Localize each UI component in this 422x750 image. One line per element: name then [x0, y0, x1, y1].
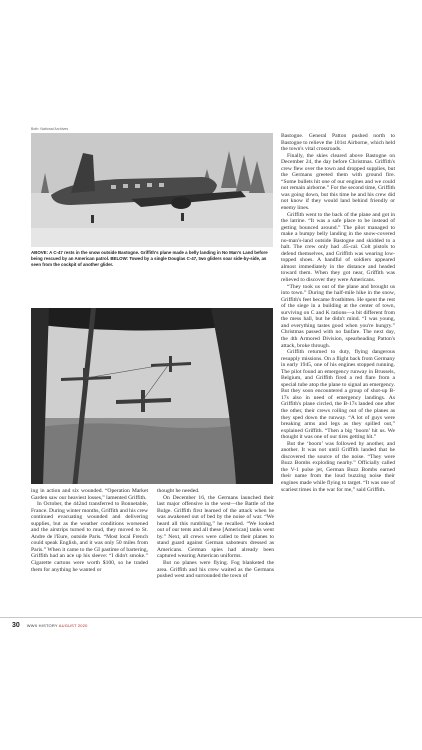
paragraph: Bastogne. General Patton pushed north to Bastogne to relieve the 101st Airborne, which held the town's vital crossroads.: [281, 133, 395, 153]
c47-snow-photo: [31, 133, 273, 247]
top-margin: [0, 0, 422, 124]
photo-credit: Both: National Archives: [31, 127, 69, 131]
issue-date: AUGUST 2020: [58, 623, 88, 628]
bottom-margin: [0, 640, 422, 750]
page-footer: [12, 622, 88, 632]
magazine-title: WWII HISTORY: [26, 623, 58, 628]
paragraph: But no planes were flying. Fog blanketed the area. Griffith and his crew waited as the Germans pushed west and surrounded the town of: [157, 560, 274, 580]
article-column-3: [281, 133, 395, 493]
paragraph: thought he needed.: [157, 488, 200, 494]
paragraph: Griffith returned to duty, flying dangerous resupply missions. On a flight back from Germany in early 1945, one of his engines stopped running. The pilot found an emergency runway in Brussels, Belgium, and Griffith fired a red flare from a special tube atop the plane to signal an emergency. But they soon encountered a group of shot-up B-17s also in need of emergency landings. As Griffith's plane circled, the B-17s landed one after the other, their crews rolling out of the planes as they sped down the runway. “A lot of guys were breaking arms and legs as they spilled out,” explained Griffith. “Then a big ‘boom’ hit us. We thought it was one of our tires getting hit.”: [281, 349, 395, 441]
article-column-1: [31, 488, 148, 573]
paragraph: In October, the 442nd transferred to Bonnetable, France. During winter months, Griffith and his crew continued evacuating wounded and delivering supplies, but as the weather conditions worsened and the airstrips turned to mud, they moved to St. Andre de l'Eure, outside Paris. “Most local French could speak English, and it was only 50 miles from Paris.” When it came to the GI pastime of bartering, Griffith had an ace up his sleeve: “I didn't smoke.” Cigarette cartons were worth $100, so he traded them for anything he wanted or: [31, 501, 148, 573]
article-column-2: [157, 488, 274, 580]
paragraph: ing in action and six wounded. “Operation Market Garden saw our heaviest losses,” lamented Griffith.: [31, 488, 148, 501]
magazine-name: [27, 623, 88, 628]
footer-divider: [0, 617, 422, 618]
paragraph: But the ‘boom’ was followed by another, and another. It was not until Griffith landed that he discovered the source of the noise. “They were Buzz Bombs exploding nearby.” Officially called the V-1 pulse jet, German Buzz Bombs earned their name from the loud buzzing noise their engines made while flying to target. “It was one of scariest times in the war for me,” said Griffith.: [281, 440, 395, 493]
paragraph: “They took us out of the plane and brought us into town.” During the half-mile hike in the snow, Griffith's feet became frostbitten. He spent the rest of the siege in a building at the center of town, surviving on C and K rations—a bit different from the mess hall, but he didn't mind. “I was young, and everything tastes good when you're hungry.” Christmas passed with no fanfare. The next day, the 4th Armored Division, spearheading Patton's attack, broke through.: [281, 283, 395, 349]
paragraph: On December 16, the Germans launched their last major offensive in the west—the Battle of the Bulge. Griffith first learned of the attack when he was awakened out of bed by the noise of war. “We heard all this rumbling,” he recalled. “We looked out of our tents and all these [American] tanks went by.” Next, all crews were called to their planes to stand guard against German saboteurs dressed as Americans. German spies had already been captured wearing American uniforms.: [157, 494, 274, 560]
paragraph: Griffith went to the back of the plane and got in the latrine. “It was a safe place to be instead of getting bounced around.” The pilot managed to make a bumpy belly landing in the snow-covered no-man's-land outside Bastogne and skidded to a halt. The crew only had .45-cal. Colt pistols to defend themselves, and Griffith was wearing low-topped shoes. A handful of soldiers appeared almost immediately in the distance and headed toward them. When they got near, Griffith was relieved to discover they were Americans.: [281, 211, 395, 284]
paragraph: Finally, the skies cleared above Bastogne on December 24, the day before Christmas. Griffith's crew flew over the town and dropped supplies, but the Germans greeted them with ground fire. “Some bullets hit one of our engines and we could not remain airborne.” For the second time, Griffith was going down, but this time he and his crew did not know if they would land behind friendly or enemy lines.: [281, 152, 395, 212]
page-number: 30: [12, 622, 20, 629]
photo-caption: ABOVE: A C-47 rests in the snow outside Bastogne. Griffith's plane made a belly landing in No Man's Land before being rescued by an American patrol. BELOW: Towed by a single Douglas C-47, two gliders soar side-by-side, as seen from the cockpit of another glider.: [31, 250, 268, 268]
gliders-cockpit-photo: [31, 308, 273, 484]
